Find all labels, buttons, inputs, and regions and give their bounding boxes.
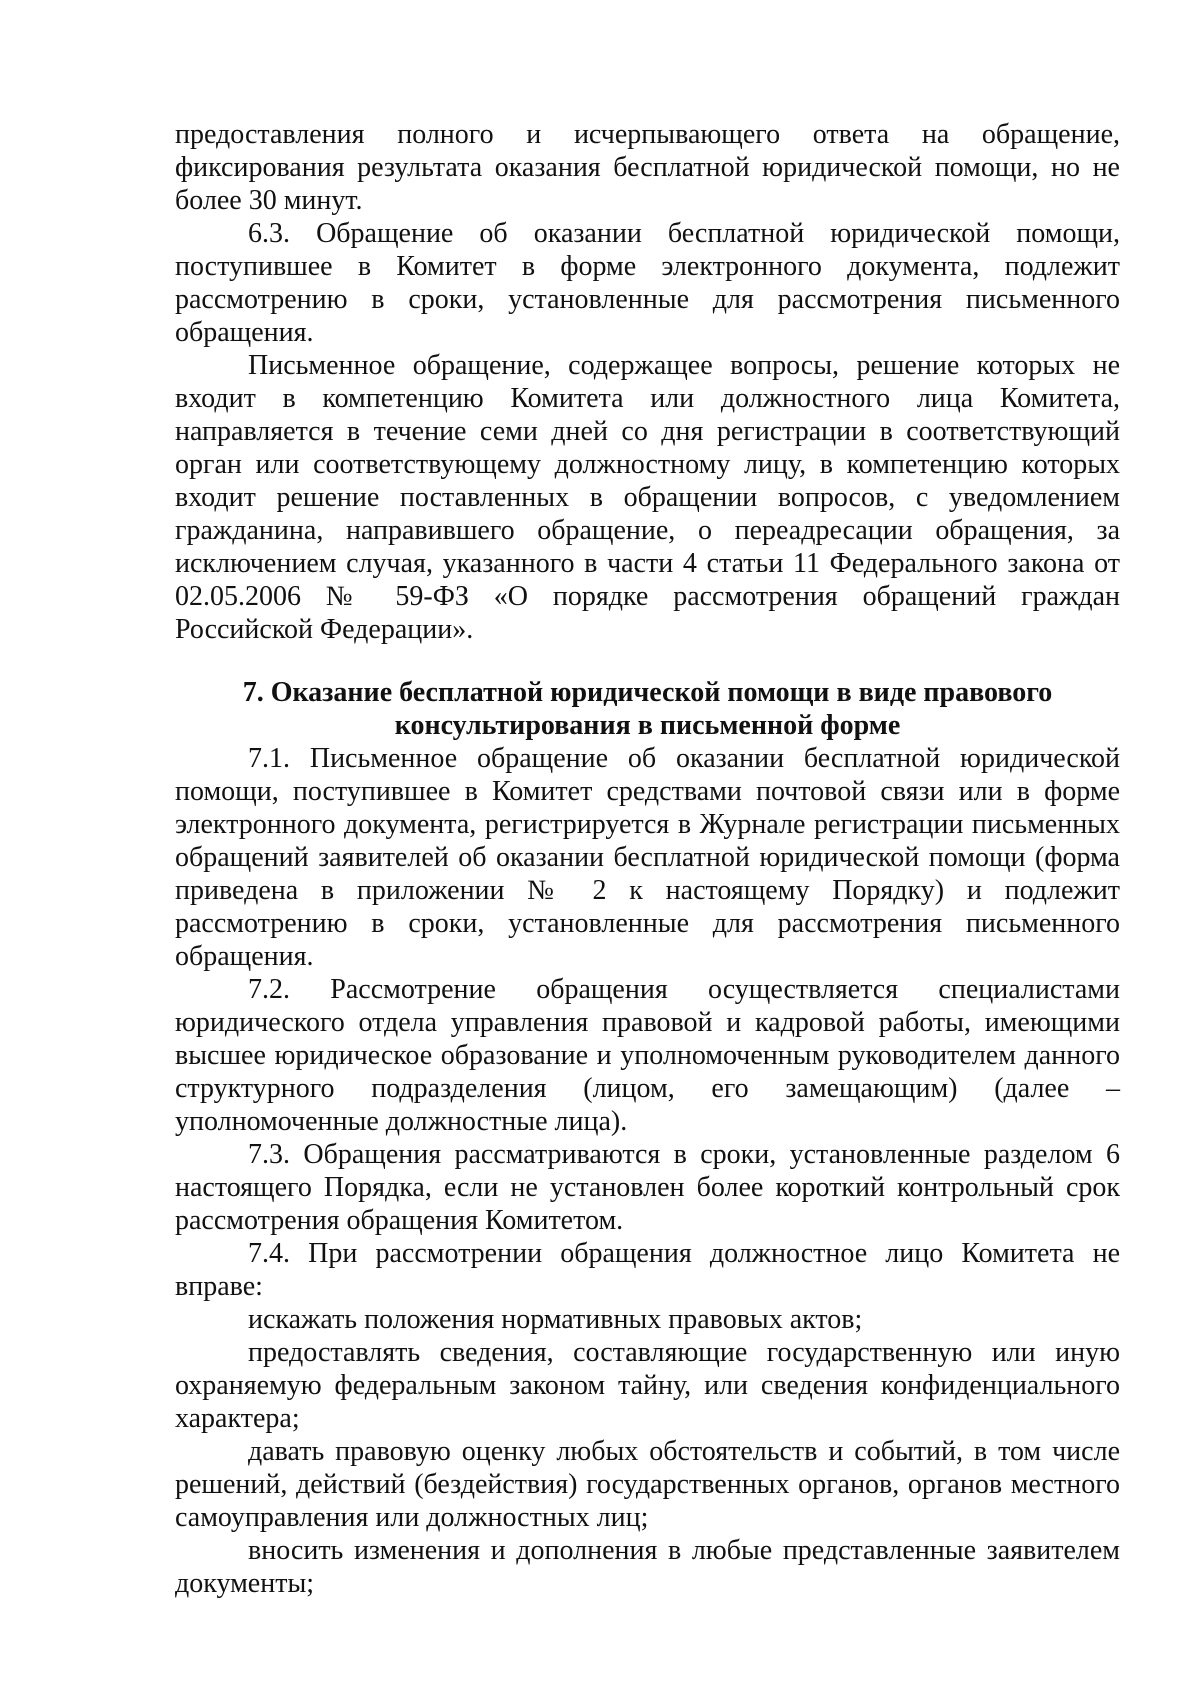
section-heading-7 [175,676,1120,742]
paragraph-result-fixation: предоставления полного и исчерпывающего ответа на обращение, фиксирования результата оказания бесплатной юридической помощи, но не более 30 минут. [175,119,1120,216]
paragraph-redirect: Письменное обращение, содержащее вопросы, решение которых не входит в компетенцию Комитета или должностного лица Комитета, направляется в течение семи дней со дня регистрации в соответствующий орган или соответствующему должностному лицу, в компетенцию которых входит решение поставленных в обращении вопросов, с уведомлением гражданина, направившего обращение, о переадресации обращения, за исключением случая, указанного в части 4 статьи 11 Федерального закона от 02.05.2006 № 59-ФЗ «О порядке рассмотрения обращений граждан Российской Федерации». [175,350,1120,645]
paragraph-7-4: 7.4. При рассмотрении обращения должностное лицо Комитета не вправе: [175,1238,1120,1302]
list-item-confidential-info: предоставлять сведения, составляющие государственную или иную охраняемую федеральным законом тайну, или сведения конфиденциального характера; [175,1337,1120,1434]
paragraph-7-2: 7.2. Рассмотрение обращения осуществляется специалистами юридического отдела управления правовой и кадровой работы, имеющими высшее юридическое образование и уполномоченным руководителем данного структурного подразделения (лицом, его замещающим) (далее – уполномоченные должностные лица). [175,974,1120,1137]
list-item-alter-documents: вносить изменения и дополнения в любые представленные заявителем документы; [175,1535,1120,1599]
list-item-distort-norms: искажать положения нормативных правовых актов; [248,1304,863,1335]
section-heading-line-2: консультирования в письменной форме [394,710,901,741]
paragraph-7-1: 7.1. Письменное обращение об оказании бесплатной юридической помощи, поступившее в Комитет средствами почтовой связи или в форме электронного документа, регистрируется в Журнале регистрации письменных обращений заявителей об оказании бесплатной юридической помощи (форма приведена в приложении № 2 к настоящему Порядку) и подлежит рассмотрению в сроки, установленные для рассмотрения письменного обращения. [175,743,1120,972]
paragraph-6-3: 6.3. Обращение об оказании бесплатной юридической помощи, поступившее в Комитет в форме электронного документа, подлежит рассмотрению в сроки, установленные для рассмотрения письменного обращения. [175,218,1120,348]
section-heading-line-1: 7. Оказание бесплатной юридической помощи в виде правового [242,677,1053,708]
paragraph-7-3: 7.3. Обращения рассматриваются в сроки, установленные разделом 6 настоящего Порядка, если не установлен более короткий контрольный срок рассмотрения обращения Комитетом. [175,1139,1120,1236]
document-page [175,118,1120,1600]
list-item-legal-assessment: давать правовую оценку любых обстоятельств и событий, в том числе решений, действий (бездействия) государственных органов, органов местного самоуправления или должностных лиц; [175,1436,1120,1533]
